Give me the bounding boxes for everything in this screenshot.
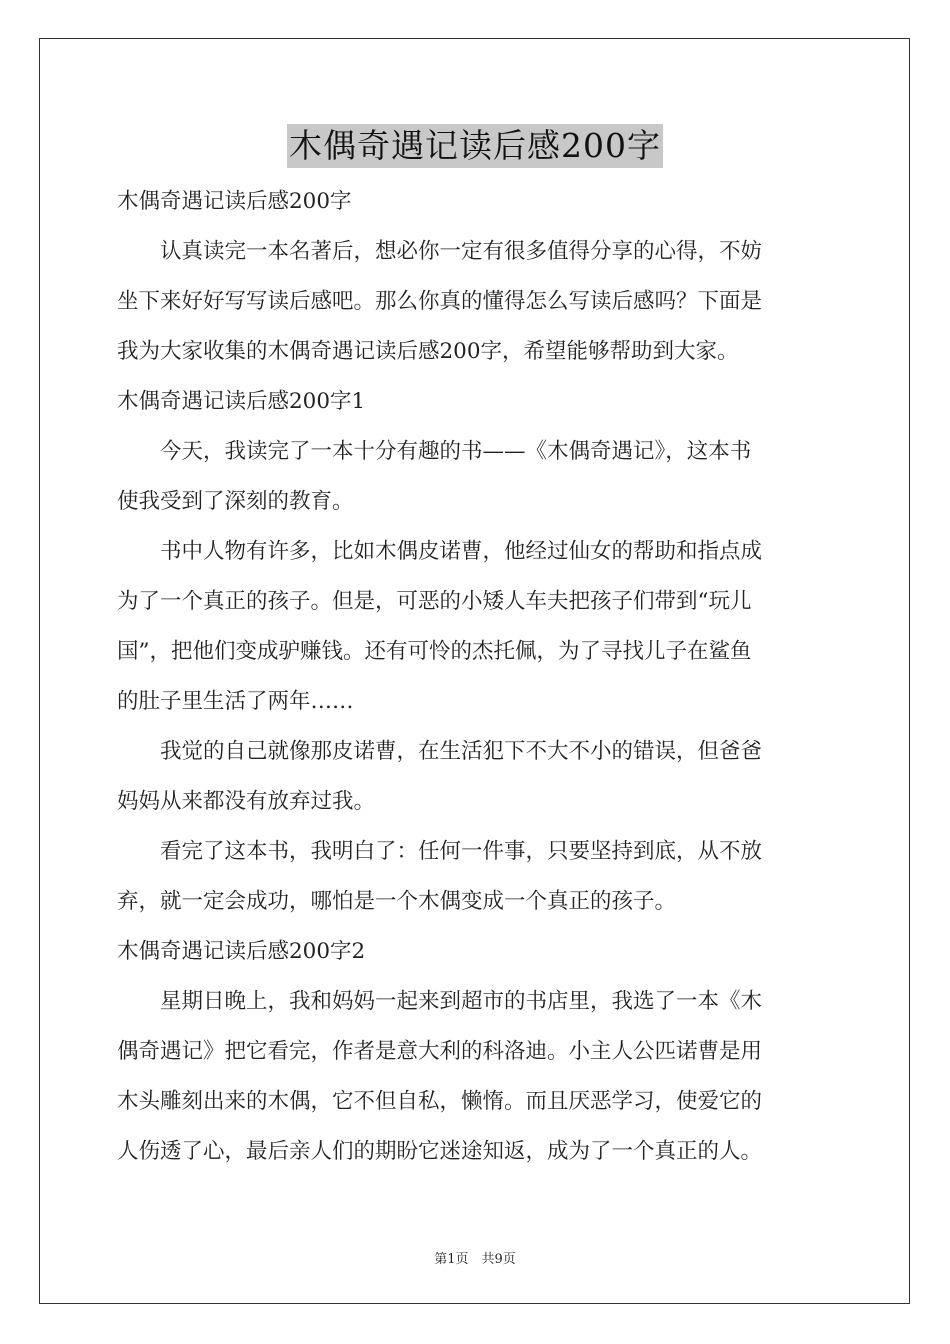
intro-heading: 木偶奇遇记读后感200字 <box>117 189 352 214</box>
paragraph-line: 坐下来好好写写读后感吧。那么你真的懂得怎么写读后感吗？下面是 <box>117 289 763 314</box>
paragraph-line: 书中人物有许多，比如木偶皮诺曹，他经过仙女的帮助和指点成 <box>117 539 763 564</box>
paragraph-line: 使我受到了深刻的教育。 <box>117 489 354 514</box>
paragraph-line: 今天，我读完了一本十分有趣的书——《木偶奇遇记》，这本书 <box>117 439 752 464</box>
page-footer: 第1页 共9页 <box>434 1252 516 1267</box>
paragraph-line: 星期日晚上，我和妈妈一起来到超市的书店里，我选了一本《木 <box>117 989 763 1014</box>
paragraph-line: 人伤透了心，最后亲人们的期盼它迷途知返，成为了一个真正的人。 <box>117 1139 763 1164</box>
paragraph-line: 我为大家收集的木偶奇遇记读后感200字，希望能够帮助到大家。 <box>117 339 739 364</box>
paragraph-line: 木头雕刻出来的木偶，它不但自私，懒惰。而且厌恶学习，使爱它的 <box>117 1089 763 1114</box>
document-title: 木偶奇遇记读后感200字 <box>287 124 663 168</box>
paragraph-line: 我觉的自己就像那皮诺曹，在生活犯下不大不小的错误，但爸爸 <box>117 739 763 764</box>
paragraph-line: 为了一个真正的孩子。但是，可恶的小矮人车夫把孩子们带到“玩儿 <box>117 589 752 614</box>
paragraph-line: 的肚子里生活了两年…… <box>117 689 354 714</box>
paragraph-line: 认真读完一本名著后，想必你一定有很多值得分享的心得，不妨 <box>117 239 763 264</box>
paragraph-line: 看完了这本书，我明白了：任何一件事，只要坚持到底，从不放 <box>117 839 763 864</box>
paragraph-line: 国”，把他们变成驴赚钱。还有可怜的杰托佩，为了寻找儿子在鲨鱼 <box>117 639 752 664</box>
title-wrap <box>0 124 950 168</box>
paragraph-line: 偶奇遇记》把它看完，作者是意大利的科洛迪。小主人公匹诺曹是用 <box>117 1039 763 1064</box>
paragraph-line: 妈妈从来都没有放弃过我。 <box>117 789 376 814</box>
section-heading-1: 木偶奇遇记读后感200字1 <box>117 389 366 414</box>
paragraph-line: 弃，就一定会成功，哪怕是一个木偶变成一个真正的孩子。 <box>117 889 677 914</box>
section-heading-2: 木偶奇遇记读后感200字2 <box>117 939 366 964</box>
